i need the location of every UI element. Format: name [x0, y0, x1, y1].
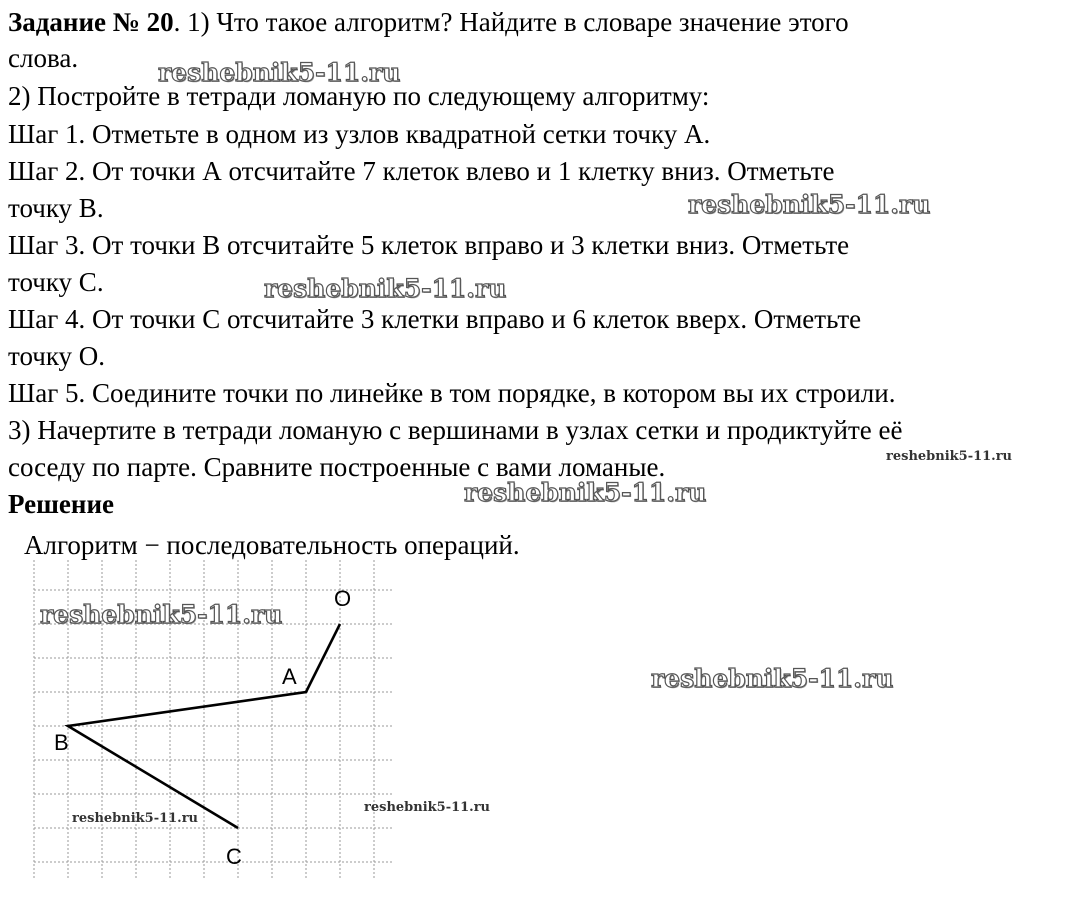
step-3-line-1: Шаг 3. От точки В отсчитайте 5 клеток вправо и 3 клетки вниз. Отметьте — [8, 230, 850, 260]
task-intro-text: . 1) Что такое алгоритм? Найдите в словаре значение этого — [173, 7, 849, 37]
watermark-6: reshebnik5-11.ru — [40, 600, 283, 629]
watermark-3: reshebnik5-11.ru — [264, 274, 507, 303]
task-intro-cont: слова. — [8, 43, 79, 73]
step-4-line-2: точку О. — [8, 341, 106, 371]
task-part2: 2) Постройте в тетради ломаную по следующему алгоритму: — [8, 81, 710, 111]
solution-heading: Решение — [8, 489, 114, 519]
step-1: Шаг 1. Отметьте в одном из узлов квадратной сетки точку А. — [8, 119, 711, 149]
task-title: Задание № 20 — [8, 7, 174, 37]
watermark-5: reshebnik5-11.ru — [464, 478, 707, 507]
step-4-line-1: Шаг 4. От точки С отсчитайте 3 клетки вправо и 6 клеток вверх. Отметьте — [8, 304, 862, 334]
watermark-1: reshebnik5-11.ru — [158, 58, 401, 87]
point-label-a: A — [282, 664, 297, 689]
point-label-o: O — [334, 586, 352, 611]
watermark-7: reshebnik5-11.ru — [651, 664, 894, 693]
step-2-line-2: точку В. — [8, 193, 104, 223]
task-intro-line — [8, 6, 849, 38]
step-2-line-1: Шаг 2. От точки А отсчитайте 7 клеток влево и 1 клетку вниз. Отметьте — [8, 156, 835, 186]
step-5: Шаг 5. Соедините точки по линейке в том порядке, в котором вы их строили. — [8, 378, 896, 408]
watermark-9: reshebnik5-11.ru — [364, 800, 491, 815]
watermark-4: reshebnik5-11.ru — [886, 449, 1013, 464]
task-part3-line-2: соседу по парте. Сравните построенные с вами ломаные. — [8, 452, 666, 482]
solution-answer: Алгоритм − последовательность операций. — [24, 530, 520, 560]
task-part3-line-1: 3) Начертите в тетради ломаную с вершинами в узлах сетки и продиктуйте её — [8, 415, 903, 445]
step-3-line-2: точку С. — [8, 267, 104, 297]
point-label-c: C — [226, 844, 242, 869]
watermark-2: reshebnik5-11.ru — [688, 190, 931, 219]
watermark-8: reshebnik5-11.ru — [72, 811, 199, 826]
point-label-b: B — [54, 730, 69, 755]
